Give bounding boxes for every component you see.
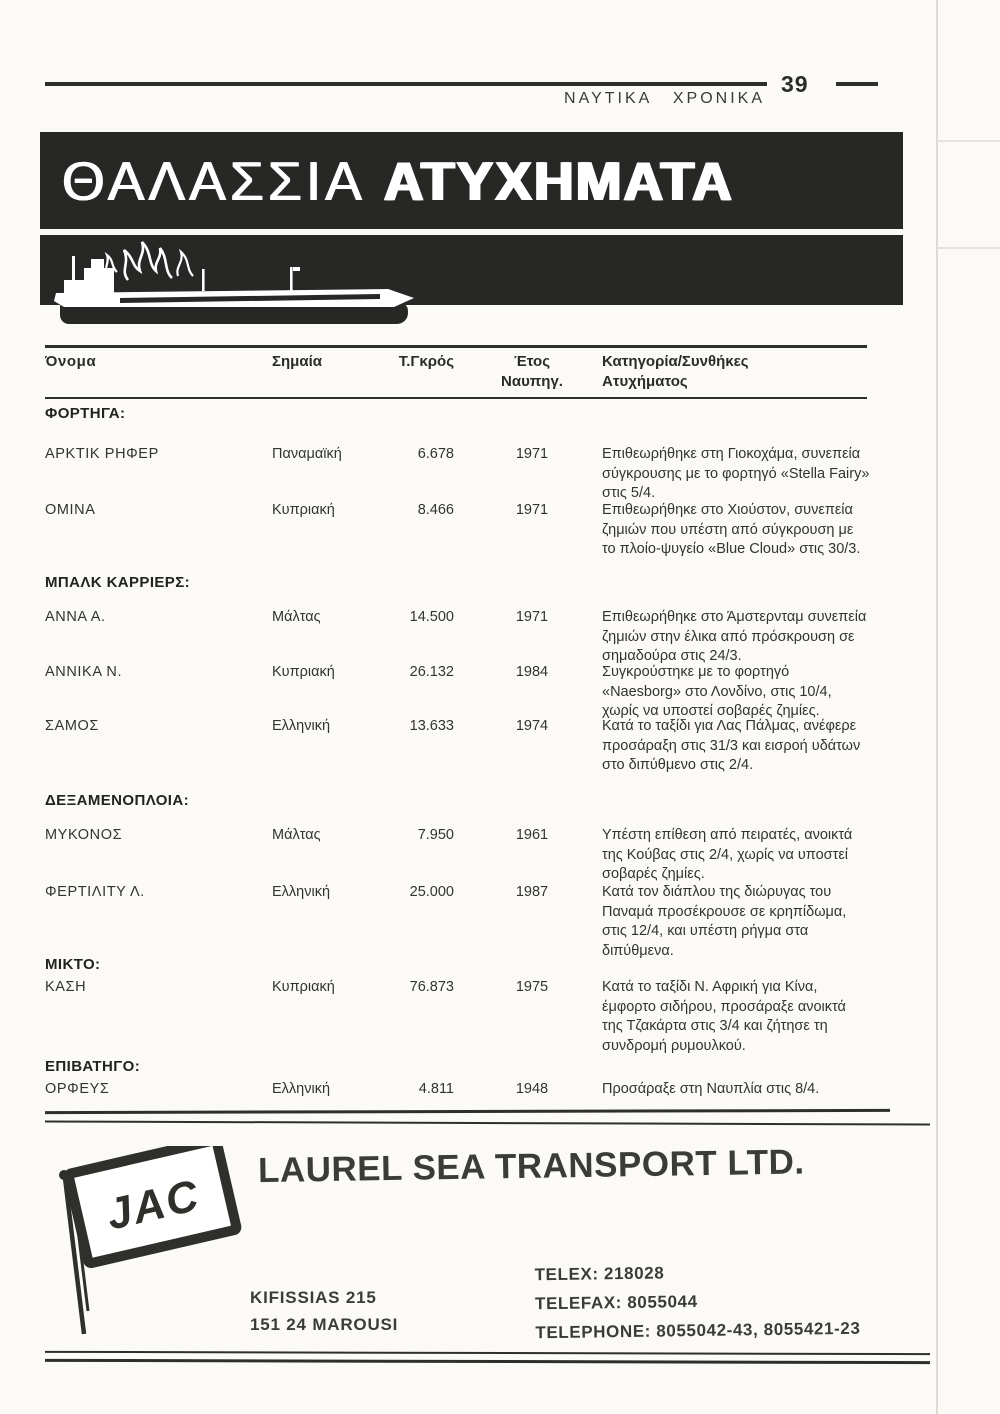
ship-name: ΑΝΝΑ Α. [45,609,106,625]
ship-flag: Ελληνική [272,718,331,734]
section-banner [40,132,903,229]
table-header-row [45,352,870,392]
banner-word-thalassia: ΘΑΛΑΣΣΙΑ [62,149,366,212]
ship-name: ΚΑΣΗ [45,979,87,995]
ad-address [250,1284,398,1338]
ship-name: ΦΕΡΤΙΛΙΤΥ Λ. [45,884,145,900]
ad-address-city: 151 24 MAROUSI [250,1315,399,1334]
ship-year-built: 1975 [515,979,549,995]
ship-flag: Κυπριακή [272,502,335,518]
journal-title: ΝΑΥΤΙΚΑ ΧΡΟΝΙΚΑ [564,90,765,107]
table-row [45,826,870,885]
page-bottom-rule-1 [45,1351,930,1355]
ship-gross-tonnage: 7.950 [417,827,454,843]
column-header-category-line1: Κατηγορία/Συνθήκες [602,353,749,370]
section-label-tankers: ΔΕΞΑΜΕΝΟΠΛΟΙΑ: [45,792,189,809]
burning-ship-icon [50,238,420,330]
accident-description: Υπέστη επίθεση από πειρατές, ανοικτά της Κούβας στις 2/4, χωρίς να υποστεί σοβαρές ζημίες. [602,827,853,882]
ship-name: ΣΑΜΟΣ [45,718,99,734]
column-gap [454,501,482,560]
section-label-cargo: ΦΟΡΤΗΓΑ: [45,405,126,422]
ship-flag: Μάλτας [272,827,321,843]
ship-year-built: 1971 [515,446,549,462]
accident-description: Επιθεωρήθηκε στο Χιούστον, συνεπεία ζημιών που υπέστη από σύγκρουση με το πλοίο-ψυγείο «Blue Cloud» στις 30/3. [602,502,861,557]
ship-gross-tonnage: 13.633 [409,718,454,734]
table-row [45,445,870,504]
accident-description: Επιθεωρήθηκε στη Γιοκοχάμα, συνεπεία σύγκρουσης με το φορτηγό «Stella Fairy» στις 5/4. [602,446,870,501]
ship-gross-tonnage: 8.466 [417,502,454,518]
jac-logo-text: JAC [102,1170,205,1240]
table-bottom-rule-1 [45,1109,890,1114]
jac-flag-logo [44,1146,264,1341]
accident-description: Συγκρούστηκε με το φορτηγό «Naesborg» στο Λονδίνο, στις 10/4, χωρίς να υποστεί σοβαρές ζημίες. [602,664,832,719]
ship-name: ΑΝΝΙΚΑ Ν. [45,664,123,680]
accident-description: Κατά το ταξίδι για Λας Πάλμας, ανέφερε προσάραξη στις 31/3 και εισροή υδάτων στο διπύθμενο στις 2/4. [602,718,861,773]
column-gap [454,352,482,392]
table-top-rule [45,345,867,348]
column-gap [454,608,482,667]
column-header-year-line2: Ναυπηγ. [501,373,563,390]
page-bottom-rule-2 [45,1359,930,1364]
table-row [45,663,870,722]
table-row [45,501,870,560]
ship-flag: Ελληνική [272,1081,331,1097]
banner-word-atychimata: ΑΤΥΧΗΜΑΤΑ [383,149,734,212]
column-header-flag: Σημαία [272,353,322,370]
column-gap [454,1080,482,1100]
section-label-bulk-carriers: ΜΠΑΛΚ ΚΑΡΡΙΕΡΣ: [45,574,191,591]
ship-flag: Παναμαϊκή [272,446,342,462]
ship-year-built: 1961 [515,827,549,843]
ship-flag: Κυπριακή [272,979,335,995]
ship-gross-tonnage: 4.811 [418,1081,454,1097]
ship-gross-tonnage: 6.678 [417,446,454,462]
ad-telephone: TELEPHONE: 8055042-43, 8055421-23 [535,1318,861,1343]
column-gap [454,445,482,504]
column-gap [454,663,482,722]
scan-edge-line [936,0,938,1414]
column-gap [454,883,482,961]
ship-year-built: 1984 [515,664,549,680]
column-header-year-line1: Έτος [513,353,551,370]
ship-gross-tonnage: 76.873 [409,979,454,995]
table-row [45,608,870,667]
ship-year-built: 1987 [515,884,549,900]
page-number: 39 [781,71,809,97]
section-label-mixed: ΜΙΚΤΟ: [45,956,101,973]
column-gap [454,826,482,885]
column-header-year [482,352,582,392]
ship-flag: Κυπριακή [272,664,335,680]
accident-description: Κατά το ταξίδι Ν. Αφρική για Κίνα, έμφορτο σιδήρου, προσάραξε ανοικτά της Τζακάρτα στις 3/4 και ζήτησε τη συνδρομή ρυμουλκού. [602,979,846,1054]
scan-artifact-line [938,140,1000,142]
table-header-rule [45,397,867,399]
header-rule-right [836,82,878,86]
ship-name: ΜΥΚΟΝΟΣ [45,827,123,843]
column-header-category-line2: Ατυχήματος [602,372,688,390]
ship-flag: Μάλτας [272,609,321,625]
accident-description: Κατά τον διάπλου της διώρυγας του Παναμά προσέκρουσε σε κρηπίδωμα, στις 12/4, και υπέστη ρήγμα στα διπύθμενα. [602,884,847,959]
ship-year-built: 1948 [515,1081,549,1097]
accident-description: Επιθεωρήθηκε στο Άμστερνταμ συνεπεία ζημιών στην έλικα από πρόσκρουση σε σημαδούρα στις 24/3. [602,609,867,664]
header-rule-left [45,82,767,86]
ship-gross-tonnage: 25.000 [409,884,454,900]
column-gap [454,978,482,1056]
ad-company-name: LAUREL SEA TRANSPORT LTD. [257,1142,805,1191]
ship-year-built: 1971 [515,609,549,625]
table-row [45,978,870,1056]
section-label-passenger: ΕΠΙΒΑΤΗΓΟ: [45,1058,141,1075]
column-header-category [582,352,870,392]
ship-name: ΟΡΦΕΥΣ [45,1081,110,1097]
banner-title [62,132,734,229]
column-header-gross: Τ.Γκρός [398,353,454,370]
ship-name: ΟΜΙΝΑ [45,502,96,518]
ad-contacts [534,1256,860,1348]
ship-name: ΑΡΚΤΙΚ ΡΗΦΕΡ [45,446,159,462]
accident-description: Προσάραξε στη Ναυπλία στις 8/4. [602,1081,820,1097]
ship-flag: Ελληνική [272,884,331,900]
ship-gross-tonnage: 26.132 [409,664,454,680]
ship-gross-tonnage: 14.500 [409,609,454,625]
table-bottom-rule-2 [45,1120,930,1125]
column-header-name: Όνομα [45,353,97,370]
table-row [45,717,870,776]
ad-telex: TELEX: 218028 [534,1263,665,1285]
table-row [45,1080,870,1100]
scan-artifact-line [938,247,1000,249]
ad-address-street: KIFISSIAS 215 [250,1288,377,1307]
ship-year-built: 1971 [515,502,549,518]
ad-telefax: TELEFAX: 8055044 [534,1291,698,1314]
table-row [45,883,870,961]
ship-year-built: 1974 [515,718,549,734]
column-gap [454,717,482,776]
